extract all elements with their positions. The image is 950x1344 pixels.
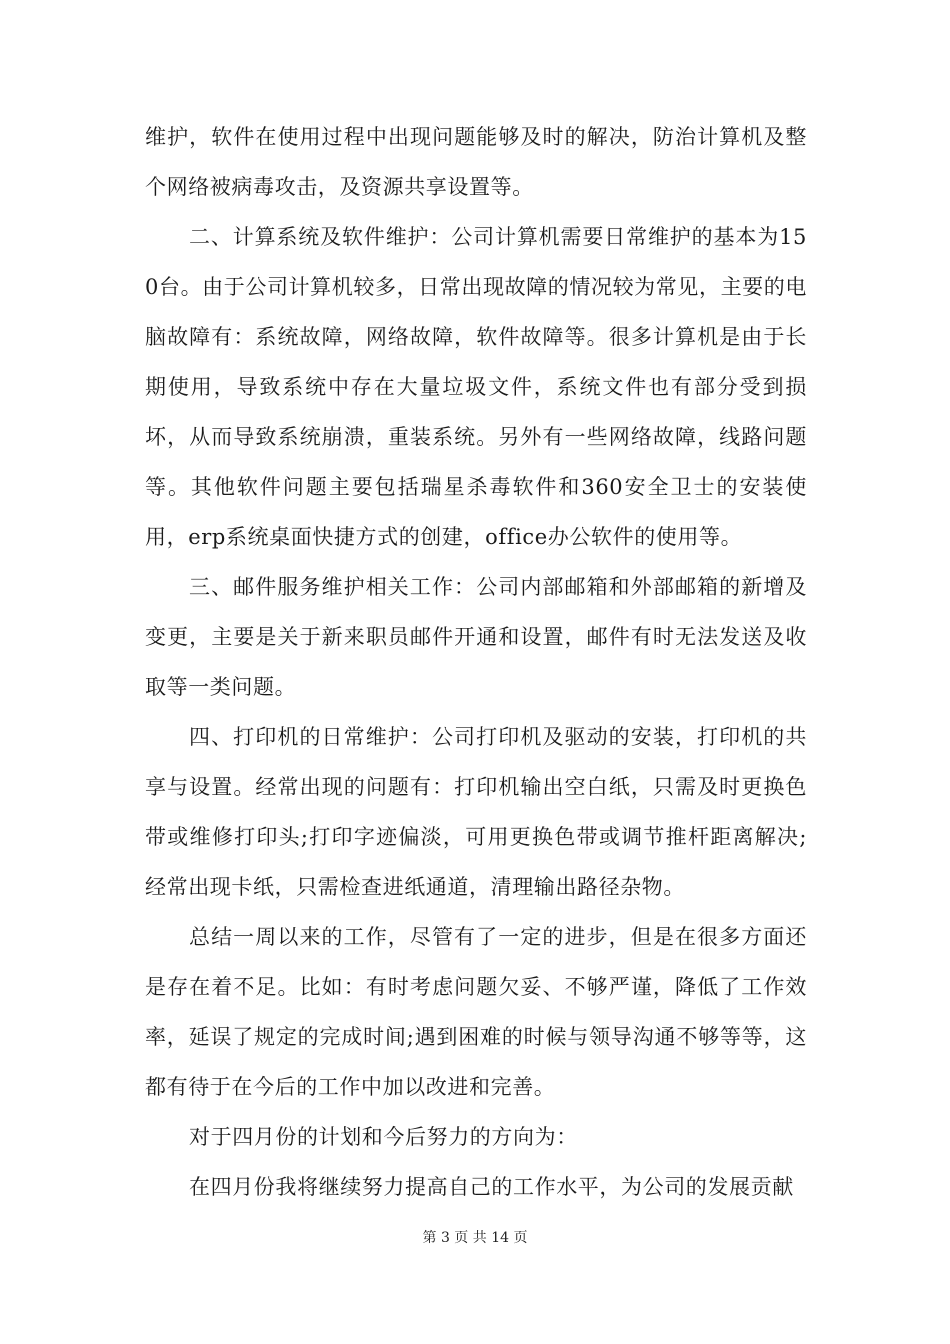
paragraph-weekly-summary: 总结一周以来的工作，尽管有了一定的进步，但是在很多方面还是存在着不足。比如：有时考虑问题欠妥、不够严谨，降低了工作效率，延误了规定的完成时间;遇到困难的时候与领导沟通不够等等，这都有待于在今后的工作中加以改进和完善。 [145,925,807,1099]
paragraph-mail-service: 三、邮件服务维护相关工作：公司内部邮箱和外部邮箱的新增及变更，主要是关于新来职员邮件开通和设置，邮件有时无法发送及收取等一类问题。 [145,575,807,699]
paragraph-april-plan: 在四月份我将继续努力提高自己的工作水平，为公司的发展贡献 [189,1175,794,1199]
paragraph-printer-maintenance: 四、打印机的日常维护：公司打印机及驱动的安装，打印机的共享与设置。经常出现的问题有：打印机输出空白纸，只需及时更换色带或维修打印头;打印字迹偏淡，可用更换色带或调节推杆距离解决;经常出现卡纸，只需检查进纸通道，清理输出路径杂物。 [145,725,807,899]
body-text [145,112,807,1212]
paragraph-april-plan-heading: 对于四月份的计划和今后努力的方向为： [189,1125,578,1149]
paragraph-continuation: 维护，软件在使用过程中出现问题能够及时的解决，防治计算机及整个网络被病毒攻击，及资源共享设置等。 [145,125,807,199]
page-number-footer: 第 3 页 共 14 页 [422,1230,528,1246]
paragraph-software-maintenance: 二、计算系统及软件维护：公司计算机需要日常维护的基本为150台。由于公司计算机较多，日常出现故障的情况较为常见，主要的电脑故障有：系统故障，网络故障，软件故障等。很多计算机是由于长期使用，导致系统中存在大量垃圾文件，系统文件也有部分受到损坏，从而导致系统崩溃，重装系统。另外有一些网络故障，线路问题等。其他软件问题主要包括瑞星杀毒软件和360安全卫士的安装使用，erp系统桌面快捷方式的创建，office办公软件的使用等。 [145,225,807,549]
